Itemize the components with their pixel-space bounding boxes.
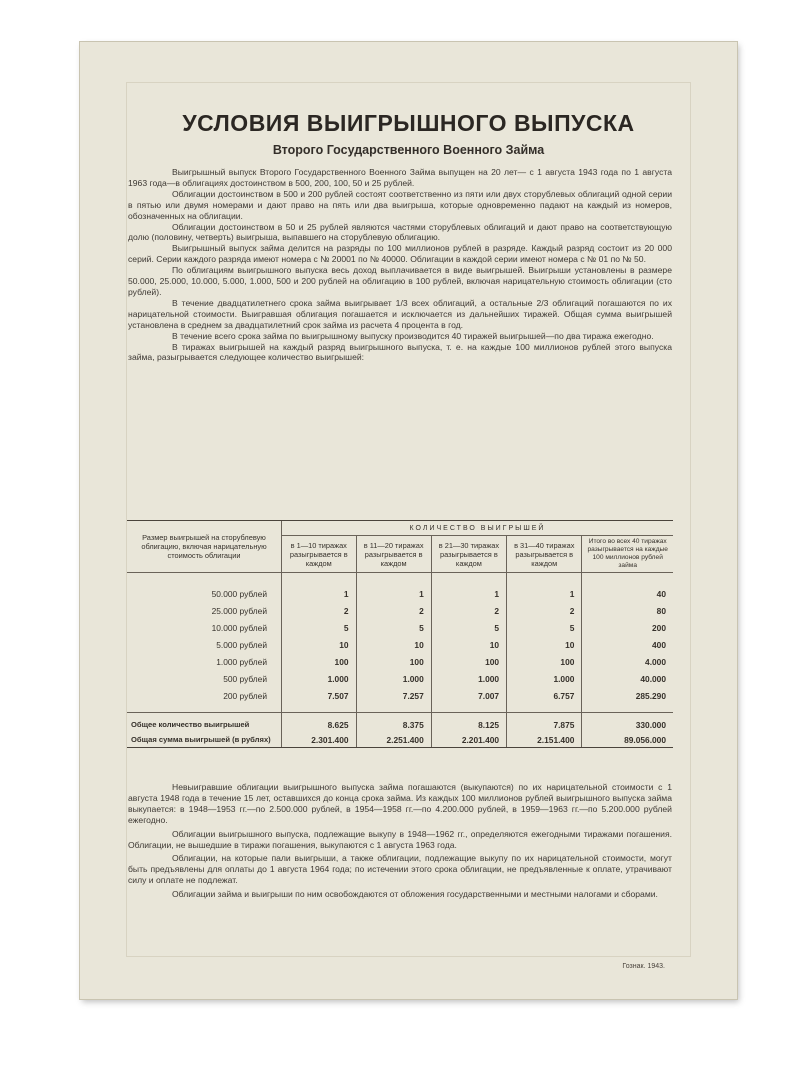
- sum-amount-label: Общая сумма выигрышей (в рублях): [131, 735, 271, 744]
- cell-total: 89.056.000: [582, 732, 673, 747]
- cell: 7.507: [282, 687, 357, 713]
- paragraph: Облигации, на которые пали выигрыши, а также облигации, подлежащие выкупу по их нарицательной стоимости, могут быть предъявлены для оплаты до 1 августа 1964 года; по истечении этого срока облигации, не предъявленные к оплате, утрачивают силу и оплате не подлежат.: [128, 853, 672, 886]
- paragraph: Облигации достоинством в 500 и 200 рублей состоят соответственно из пяти или двух стоpублевых облигаций одной серии в пятью или двумя номерами и дают право на пять или два выигрыша, которые одновременно падают на каждый из номеров, обозначенных на облигации.: [128, 188, 672, 221]
- cell: 1.000: [507, 670, 582, 687]
- table-row: [127, 573, 673, 603]
- prize-size: 200 рублей: [223, 690, 267, 701]
- cell: 1: [282, 573, 357, 603]
- cell: 1.000: [356, 670, 431, 687]
- table-row: [127, 653, 673, 670]
- cell-total: 4.000: [582, 653, 673, 670]
- paragraph: Облигации достоинством в 50 и 25 рублей являются частями стоpублевых облигаций и дают право на соответствующую долю (половину, четверть) выигрыша, выпавшего на стоpублевую облигацию.: [128, 221, 672, 243]
- cell: 8.625: [282, 713, 357, 733]
- cell: 5: [431, 619, 506, 636]
- cell: 2: [507, 602, 582, 619]
- document-subtitle: Второго Государственного Военного Займа: [272, 143, 545, 157]
- cell: 5: [282, 619, 357, 636]
- header-group: КОЛИЧЕСТВО ВЫИГРЫШЕЙ: [282, 521, 674, 536]
- paragraph: В тиражах выигрышей на каждый разряд выигрышного выпуска, т. е. на каждые 100 миллионов рублей этого выпуска займа, разыгрывается следующее количество выигрышей:: [128, 341, 672, 363]
- cell: 1: [507, 573, 582, 603]
- printer-imprint: Гознак. 1943.: [622, 963, 665, 970]
- table-row: [127, 619, 673, 636]
- cell: 1: [431, 573, 506, 603]
- cell: 10: [431, 636, 506, 653]
- cell: 7.007: [431, 687, 506, 713]
- prize-size: 10.000 рублей: [211, 622, 267, 633]
- cell: 2: [282, 602, 357, 619]
- paragraph: Облигации займа и выигрыши по ним освобождаются от обложения государственными и местными налогами и сборами.: [172, 889, 658, 900]
- winnings-table: [127, 521, 673, 747]
- cell: 100: [507, 653, 582, 670]
- sum-count-row: [127, 713, 673, 733]
- cell: 2.251.400: [356, 732, 431, 747]
- cell: 1.000: [431, 670, 506, 687]
- cell: 8.375: [356, 713, 431, 733]
- conditions-text-top: [128, 167, 672, 363]
- table-row: [127, 670, 673, 687]
- table-row: [127, 636, 673, 653]
- paragraph: Выигрышный выпуск займа делится на разряды по 100 миллионов рублей в разряде. Каждый разряд состоит из 20 000 серий. Серии каждого разряда имеют номера с № 20001 по № 40000. Облигации в каждой серии имеют номера с № 01 по № 50.: [128, 243, 672, 265]
- cell: 10: [507, 636, 582, 653]
- cell: 8.125: [431, 713, 506, 733]
- prize-size: 25.000 рублей: [211, 605, 267, 616]
- cell-total: 330.000: [582, 713, 673, 733]
- cell: 5: [356, 619, 431, 636]
- cell-total: 80: [582, 602, 673, 619]
- prize-size: 1.000 рублей: [216, 656, 267, 667]
- cell: 2.301.400: [282, 732, 357, 747]
- paragraph: Невыигравшие облигации выигрышного выпуска займа погашаются (выкупаются) по их нарицательной стоимости с 1 августа 1948 года в течение 15 лет, оставшихся до конца срока займа. Из каждых 100 миллионов рублей выигрышного выпуска займа выкупается: в 1948—1953 гг.—по 2.500.000 рублей, в 1954—1958 гг.—по 4.200.000 рублей, в 1959—1963 гг.—по 5.200.000 рублей ежегодно.: [128, 782, 672, 825]
- paragraph: По облигациям выигрышного выпуска весь доход выплачивается в виде выигрышей. Выигрыши установлены в размере 50.000, 25.000, 10.000, 5.000, 1.000, 500 и 200 рублей на облигацию в 100 рублей, включая нарицательную стоимость облигации (сто рублей).: [128, 265, 672, 297]
- sum-amount-row: [127, 732, 673, 747]
- cell: 10: [282, 636, 357, 653]
- header-col3: в 21—30 тиражах разыгрывается в каждом: [431, 536, 506, 573]
- prize-size: 500 рублей: [223, 673, 267, 684]
- header-col2: в 11—20 тиражах разыгрывается в каждом: [356, 536, 431, 573]
- header-col1: в 1—10 тиражах разыгрывается в каждом: [282, 536, 357, 573]
- cell: 7.875: [507, 713, 582, 733]
- cell: 2.201.400: [431, 732, 506, 747]
- cell: 100: [431, 653, 506, 670]
- cell: 2.151.400: [507, 732, 582, 747]
- cell-total: 40.000: [582, 670, 673, 687]
- cell: 100: [282, 653, 357, 670]
- paragraph: Выигрышный выпуск Второго Государственного Военного Займа выпущен на 20 лет— с 1 августа 1943 года по 1 августа 1963 года—в облигациях достоинством в 500, 200, 100, 50 и 25 рублей.: [128, 167, 672, 188]
- cell-total: 40: [582, 573, 673, 603]
- cell: 2: [356, 602, 431, 619]
- bond-back-sheet: [80, 42, 737, 999]
- cell: 100: [356, 653, 431, 670]
- prize-size: 5.000 рублей: [216, 639, 267, 650]
- cell: 7.257: [356, 687, 431, 713]
- header-total: Итого во всех 40 тиражах разыгрывается на каждые 100 миллионов рублей займа: [582, 536, 673, 573]
- paragraph: Облигации выигрышного выпуска, подлежащие выкупу в 1948—1962 гг., определяются ежегодными тиражами погашения. Облигации, не вышедшие в тиражи погашения, выкупаются с 1 августа 1963 года.: [128, 828, 672, 850]
- table-row: [127, 602, 673, 619]
- document-title: УСЛОВИЯ ВЫИГРЫШНОГО ВЫПУСКА: [182, 110, 635, 136]
- prize-size: 50.000 рублей: [211, 588, 267, 599]
- header-col4: в 31—40 тиражах разыгрывается в каждом: [507, 536, 582, 573]
- cell: 2: [431, 602, 506, 619]
- header-size: Размер выигрышей на стоpублевую облигацию, включая нарицательную стоимость облигации: [127, 521, 282, 573]
- winnings-table-wrap: [127, 520, 673, 748]
- sum-count-label: Общее количество выигрышей: [127, 713, 282, 733]
- conditions-text-bottom: [128, 782, 672, 900]
- cell: 6.757: [507, 687, 582, 713]
- cell: 1.000: [282, 670, 357, 687]
- cell-total: 400: [582, 636, 673, 653]
- cell: 5: [507, 619, 582, 636]
- cell: 10: [356, 636, 431, 653]
- cell-total: 200: [582, 619, 673, 636]
- paragraph: В течение двадцатилетнего срока займа выигрывает 1/3 всех облигаций, а остальные 2/3 облигаций погашаются по их нарицательной стоимости. Выигравшая облигация погашается и исключается из дальнейших тиражей. Общая сумма выигрышей установлена в среднем за двадцатилетний срок займа из расчета 4 процента в год.: [128, 297, 672, 330]
- table-row: [127, 687, 673, 713]
- paragraph: В течение всего срока займа по выигрышному выпуску производится 40 тиражей выигрышей—по два тиража ежегодно.: [172, 330, 654, 341]
- cell: 1: [356, 573, 431, 603]
- cell-total: 285.290: [582, 687, 673, 713]
